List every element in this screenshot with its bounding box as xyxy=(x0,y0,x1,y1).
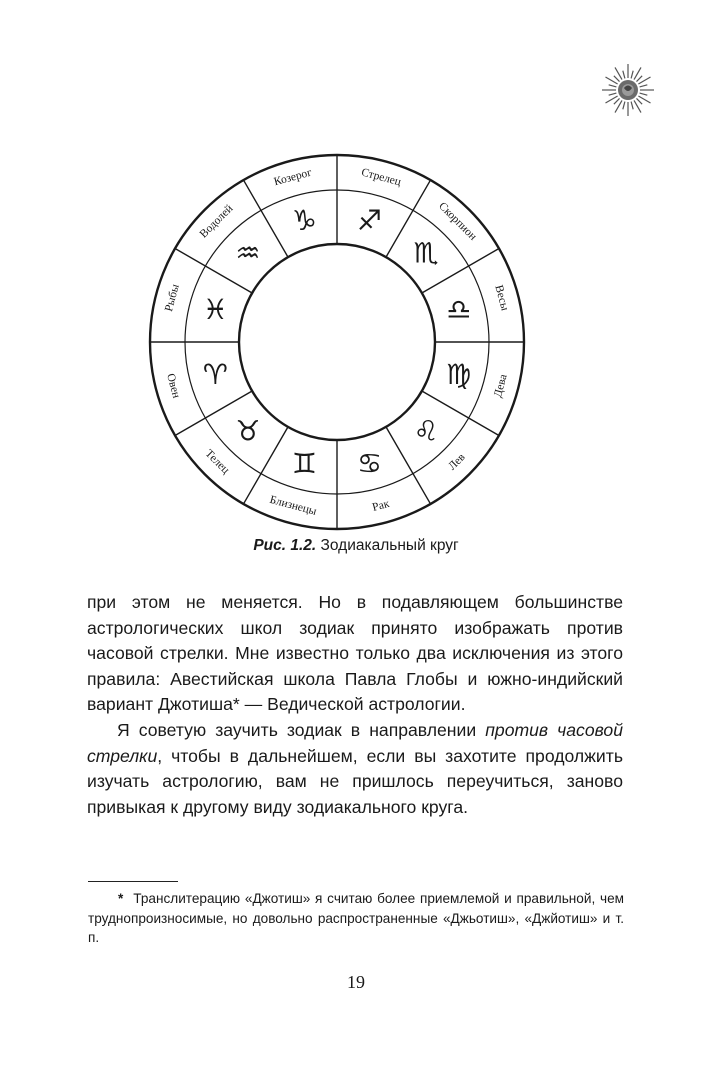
sign-glyph-icon: ♐ xyxy=(357,203,383,237)
sign-name-label: Скорпион xyxy=(436,200,479,243)
wheel-inner-ring xyxy=(239,244,435,440)
sign-name-label: Овен xyxy=(164,372,183,400)
sign-name-label: Лев xyxy=(446,451,468,473)
sign-name-label: Водолей xyxy=(197,202,236,241)
footnote-divider xyxy=(88,881,178,882)
body-text xyxy=(87,590,623,820)
paragraph-2-start: Я советую заучить зодиак в направлении xyxy=(117,719,486,740)
caption-label: Рис. 1.2. xyxy=(253,537,317,554)
paragraph-2-emphasis: против часовой стрелки xyxy=(87,719,624,766)
paragraph-1: при этом не меняется. Но в подавляющем большинстве астрологических школ зодиак принято изображать против часовой стрелки. Мне известно только два исключения из этого правила: Авестийская школа Павла Глобы и южно-индийский вариант Джотиша* — Ведической астрологии. xyxy=(87,592,623,715)
sign-glyph-icon: ♈ xyxy=(202,358,228,392)
sign-glyph-icon: ♍ xyxy=(446,358,472,392)
sign-name-label: Близнецы xyxy=(268,493,318,518)
sign-glyph-icon: ♑ xyxy=(291,203,317,237)
paragraph-2 xyxy=(87,718,623,820)
caption-text: Зодиакальный круг xyxy=(316,537,459,554)
sign-glyph-icon: ♒ xyxy=(235,236,261,270)
sign-glyph-icon: ♏ xyxy=(413,236,439,270)
page-number: 19 xyxy=(347,972,365,992)
sign-glyph-icon: ♎ xyxy=(446,292,472,326)
sign-name-label: Козерог xyxy=(272,166,314,189)
sign-name-label: Стрелец xyxy=(359,166,403,189)
sign-glyph-icon: ♌ xyxy=(413,414,439,448)
sign-glyph-icon: ♓ xyxy=(202,292,228,326)
sign-name-label: Дева xyxy=(492,373,510,399)
sign-glyph-icon: ♋ xyxy=(357,447,383,481)
paragraph-2-end: , чтобы в дальнейшем, если вы захотите продолжить изучать астрологию, вам не пришлось переучиться, заново привыкая к другому виду зодиакального круга. xyxy=(87,745,623,817)
sign-name-label: Рак xyxy=(371,497,391,514)
sign-glyph-icon: ♊ xyxy=(291,447,317,481)
footnote-text: Транслитерацию «Джотиш» я считаю более приемлемой и правильной, чем труднопроизносимые, но довольно распространенные «Джьотиш», «Джйотиш» и т. п. xyxy=(88,891,624,945)
sign-name-label: Телец xyxy=(202,447,232,477)
zodiac-wheel-diagram xyxy=(143,148,531,536)
footnote xyxy=(88,889,624,948)
sign-name-label: Весы xyxy=(492,283,511,312)
figure-caption xyxy=(0,537,712,555)
sun-emblem-icon xyxy=(600,62,656,118)
sign-name-label: Рыбы xyxy=(163,282,182,313)
footnote-marker: * xyxy=(118,891,124,906)
sign-glyph-icon: ♉ xyxy=(235,414,261,448)
